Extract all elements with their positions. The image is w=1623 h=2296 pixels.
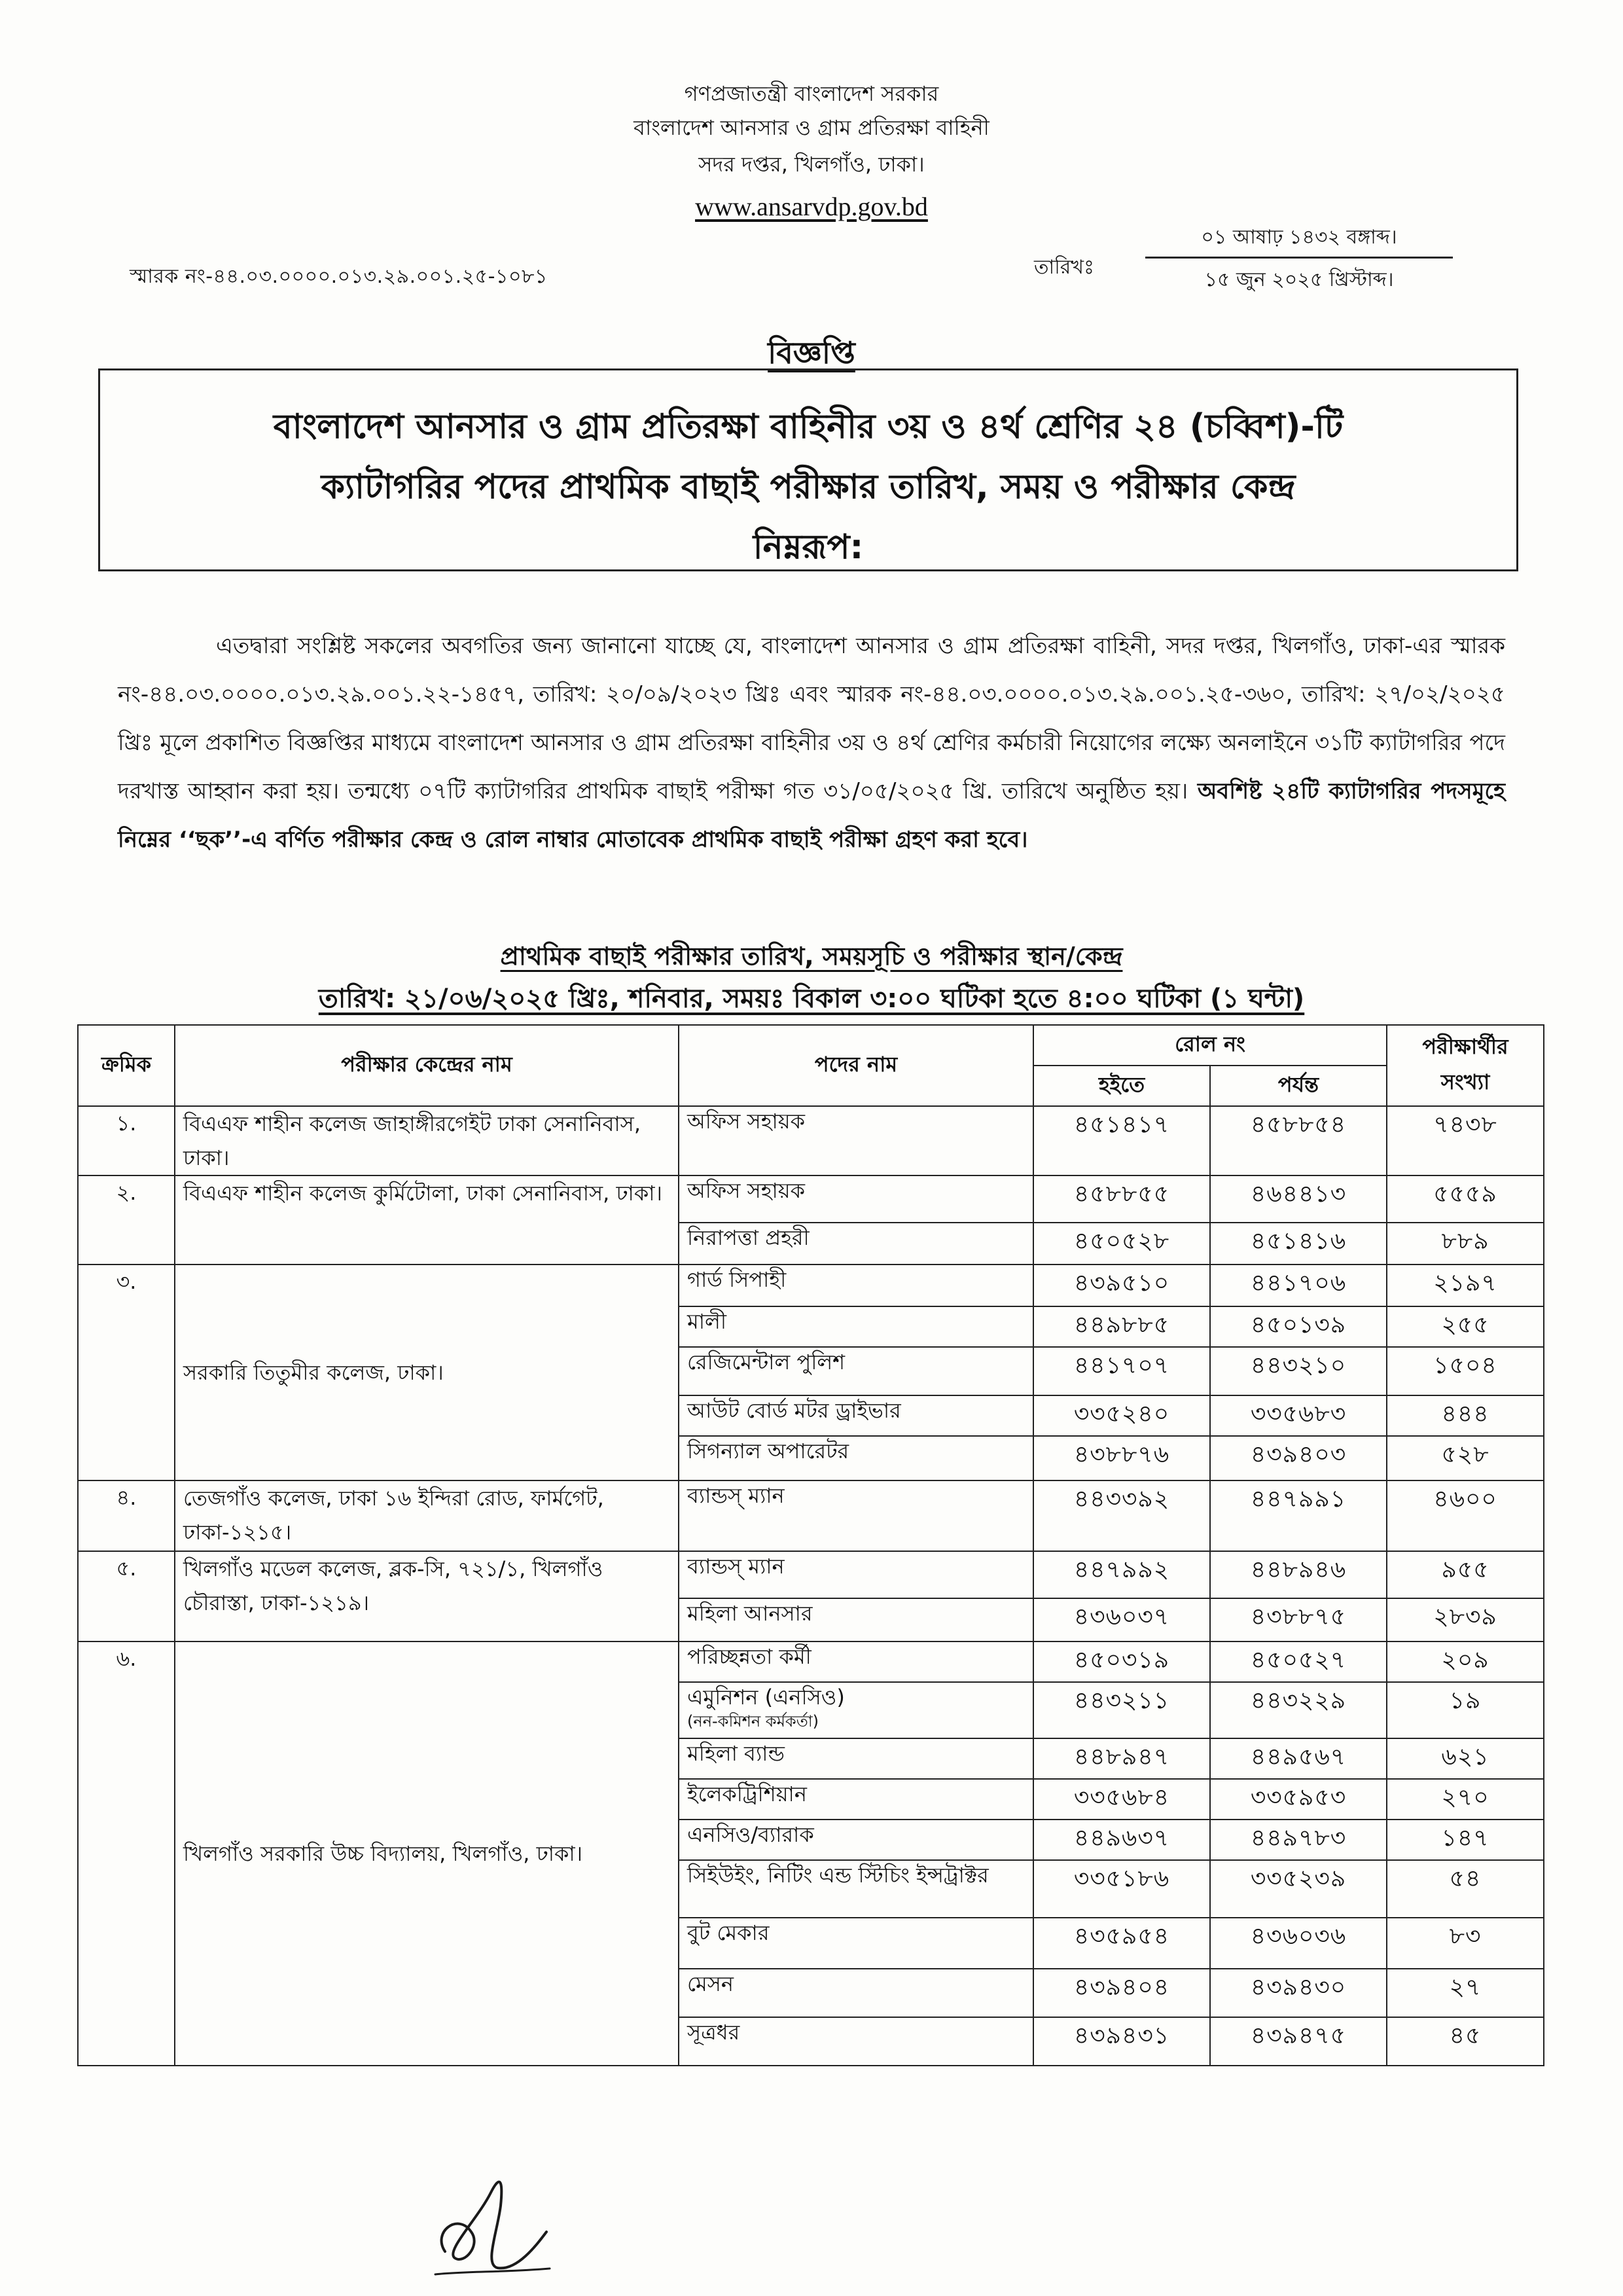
post-label: অফিস সহায়ক (687, 1178, 806, 1203)
cell-roll-to: ৩৩৫৯৫৩ (1210, 1779, 1387, 1820)
table-body (78, 1106, 1544, 2066)
cell-roll-from: ৪৩৯৪০৪ (1033, 1969, 1210, 2017)
header-center: পরীক্ষার কেন্দ্রের নাম (175, 1025, 679, 1106)
table-row (78, 1480, 1544, 1551)
header-serial: ক্রমিক (78, 1025, 175, 1106)
cell-center-name: তেজগাঁও কলেজ, ঢাকা ১৬ ইন্দিরা রোড, ফার্মগেট, ঢাকা-১২১৫। (175, 1480, 679, 1551)
table-row (78, 1641, 1544, 1682)
cell-serial: ৪. (78, 1480, 175, 1551)
post-label: এনসিও/ব্যারাক (687, 1822, 814, 1847)
cell-center-name: বিএএফ শাহীন কলেজ কুর্মিটোলা, ঢাকা সেনানিবাস, ঢাকা। (175, 1175, 679, 1265)
cell-post-name (679, 1598, 1033, 1641)
post-label: এমুনিশন (এনসিও) (687, 1685, 845, 1710)
cell-roll-to: ৪৪৭৯৯১ (1210, 1480, 1387, 1551)
cell-roll-to: ৪৫০৫২৭ (1210, 1641, 1387, 1682)
cell-post-name (679, 1106, 1033, 1175)
cell-post-name (679, 1395, 1033, 1436)
cell-post-name (679, 1480, 1033, 1551)
cell-roll-from: ৪৪৭৯৯২ (1033, 1551, 1210, 1598)
paragraph-text: এতদ্বারা সংশ্লিষ্ট সকলের অবগতির জন্য জানানো যাচ্ছে যে, বাংলাদেশ আনসার ও গ্রাম প্রতিরক্ষা বাহিনী, সদর দপ্তর, খিলগাঁও, ঢাকা-এর স্মারক নং-৪৪.০৩.০০০০.০১৩.২৯.০০১.২২-১৪৫৭, তারিখ: ২০/০৯/২০২৩ খ্রিঃ এবং স্মারক নং-৪৪.০৩.০০০০.০১৩.২৯.০০১.২৫-৩৬০, তারিখ: ২৭/০২/২০২৫ খ্রিঃ মূলে প্রকাশিত বিজ্ঞপ্তির মাধ্যমে বাংলাদেশ আনসার ও গ্রাম প্রতিরক্ষা বাহিনীর ৩য় ও ৪র্থ শ্রেণির কর্মচারী নিয়োগের লক্ষ্যে অনলাইনে ৩১টি ক্যাটাগরির পদে দরখাস্ত আহ্বান করা হয়। তন্মধ্যে ০৭টি ক্যাটাগরির প্রাথমিক বাছাই পরীক্ষা গত ৩১/০৫/২০২৫ খ্রি. তারিখে অনুষ্ঠিত হয়। (118, 633, 1505, 804)
cell-candidate-count: ২১৯৭ (1387, 1265, 1544, 1306)
cell-roll-from: ৪৩৫৯৫৪ (1033, 1918, 1210, 1969)
cell-roll-to: ৩৩৫২৩৯ (1210, 1860, 1387, 1918)
cell-candidate-count: ৯৫৫ (1387, 1551, 1544, 1598)
cell-roll-from: ৪৩৯৫১০ (1033, 1265, 1210, 1306)
cell-candidate-count: ৫২৮ (1387, 1436, 1544, 1480)
cell-roll-from: ৪৫০৫২৮ (1033, 1223, 1210, 1265)
cell-roll-from: ৪৩৮৮৭৬ (1033, 1436, 1210, 1480)
cell-post-name (679, 1738, 1033, 1779)
cell-roll-to: ৩৩৫৬৮৩ (1210, 1395, 1387, 1436)
cell-roll-from: ৪৩৬০৩৭ (1033, 1598, 1210, 1641)
post-label: সিগন্যাল অপারেটর (687, 1439, 849, 1463)
cell-post-name (679, 1223, 1033, 1265)
cell-candidate-count: ২৭ (1387, 1969, 1544, 2017)
cell-candidate-count: ৮৩ (1387, 1918, 1544, 1969)
cell-center-name: খিলগাঁও সরকারি উচ্চ বিদ্যালয়, খিলগাঁও, ঢাকা। (175, 1641, 679, 2066)
cell-roll-to: ৪৪৩২২৯ (1210, 1682, 1387, 1738)
cell-post-name (679, 1682, 1033, 1738)
cell-post-name (679, 1820, 1033, 1860)
cell-roll-from: ৪৪৯৬৩৭ (1033, 1820, 1210, 1860)
post-note: (নন-কমিশন কর্মকর্তা) (687, 1712, 819, 1731)
cell-roll-to: ৪৪৩২১০ (1210, 1347, 1387, 1395)
cell-roll-to: ৪৬৪৪১৩ (1210, 1175, 1387, 1223)
post-label: গার্ড সিপাহী (687, 1267, 787, 1292)
cell-roll-from: ৪৪১৭০৭ (1033, 1347, 1210, 1395)
cell-candidate-count: ৫৫৫৯ (1387, 1175, 1544, 1223)
cell-roll-from: ৪৪৯৮৮৫ (1033, 1306, 1210, 1347)
cell-roll-from: ৪৫১৪১৭ (1033, 1106, 1210, 1175)
subject-line-3: নিম্নরূপ: (753, 528, 864, 567)
cell-post-name (679, 1641, 1033, 1682)
cell-post-name (679, 1779, 1033, 1820)
header-count: পরীক্ষার্থীর সংখ্যা (1387, 1025, 1544, 1106)
subject-box (98, 368, 1518, 571)
post-label: পরিচ্ছন্নতা কর্মী (687, 1644, 812, 1669)
cell-roll-from: ৩৩৫২৪০ (1033, 1395, 1210, 1436)
post-label: সিইউইং, নিটিং এন্ড স্টিচিং ইন্সট্রাক্টর (687, 1863, 989, 1888)
header-post: পদের নাম (679, 1025, 1033, 1106)
cell-post-name (679, 1175, 1033, 1223)
subject-line-1: বাংলাদেশ আনসার ও গ্রাম প্রতিরক্ষা বাহিনীর ৩য় ও ৪র্থ শ্রেণির ২৪ (চব্বিশ)-টি (273, 407, 1344, 446)
post-label: আউট বোর্ড মটর ড্রাইভার (687, 1398, 901, 1423)
cell-roll-to: ৪৪৮৯৪৬ (1210, 1551, 1387, 1598)
cell-serial: ২. (78, 1175, 175, 1265)
government-name: গণপ্রজাতন্ত্রী বাংলাদেশ সরকার (684, 81, 939, 106)
table-row (78, 1106, 1544, 1175)
cell-roll-from: ৪৪৩৩৯২ (1033, 1480, 1210, 1551)
cell-roll-to: ৪৩৬০৩৬ (1210, 1918, 1387, 1969)
cell-candidate-count: ১৫০৪ (1387, 1347, 1544, 1395)
cell-post-name (679, 1969, 1033, 2017)
post-label: অফিস সহায়ক (687, 1109, 806, 1134)
cell-roll-from: ৪৪৩২১১ (1033, 1682, 1210, 1738)
cell-roll-from: ৪৫৮৮৫৫ (1033, 1175, 1210, 1223)
subject-line-2: ক্যাটাগরির পদের প্রাথমিক বাছাই পরীক্ষার তারিখ, সময় ও পরীক্ষার কেন্দ্র (321, 467, 1296, 507)
post-label: নিরাপত্তা প্রহরী (687, 1225, 810, 1250)
cell-serial: ১. (78, 1106, 175, 1175)
cell-center-name: বিএএফ শাহীন কলেজ জাহাঙ্গীরগেইট ঢাকা সেনানিবাস, ঢাকা। (175, 1106, 679, 1175)
date-english: ১৫ জুন ২০২৫ খ্রিস্টাব্দ। (1204, 268, 1394, 291)
schedule-title: প্রাথমিক বাছাই পরীক্ষার তারিখ, সময়সূচি ও পরীক্ষার স্থান/কেন্দ্র (500, 942, 1123, 971)
cell-post-name (679, 1436, 1033, 1480)
cell-candidate-count: ৮৮৯ (1387, 1223, 1544, 1265)
cell-roll-to: ৪৫০১৩৯ (1210, 1306, 1387, 1347)
post-label: ইলেকট্রিশিয়ান (687, 1782, 807, 1806)
organization-name: বাংলাদেশ আনসার ও গ্রাম প্রতিরক্ষা বাহিনী (633, 115, 990, 140)
cell-roll-from: ৪৪৮৯৪৭ (1033, 1738, 1210, 1779)
cell-roll-from: ৪৫০৩১৯ (1033, 1641, 1210, 1682)
date-block (1145, 220, 1453, 298)
date-bangla: ০১ আষাঢ় ১৪৩২ বঙ্গাব্দ। (1201, 226, 1397, 249)
cell-candidate-count: ২৭০ (1387, 1779, 1544, 1820)
cell-post-name (679, 1306, 1033, 1347)
cell-post-name (679, 1551, 1033, 1598)
cell-candidate-count: ২৫৫ (1387, 1306, 1544, 1347)
cell-roll-to: ৪৩৯৪৩০ (1210, 1969, 1387, 2017)
post-label: মহিলা আনসার (687, 1601, 813, 1626)
office-address: সদর দপ্তর, খিলগাঁও, ঢাকা। (698, 152, 925, 177)
cell-post-name (679, 1265, 1033, 1306)
website-link[interactable]: www.ansarvdp.gov.bd (695, 192, 928, 221)
post-label: মেসন (687, 1971, 734, 1996)
cell-roll-from: ৩৩৫১৮৬ (1033, 1860, 1210, 1918)
post-label: ব্যান্ডস্ ম্যান (687, 1554, 785, 1579)
cell-post-name (679, 1918, 1033, 1969)
cell-roll-to: ৪৫৮৮৫৪ (1210, 1106, 1387, 1175)
post-label: রেজিমেন্টাল পুলিশ (687, 1350, 846, 1374)
cell-roll-to: ৪৩৯৪৭৫ (1210, 2017, 1387, 2066)
post-label: মহিলা ব্যান্ড (687, 1741, 785, 1766)
cell-serial: ৬. (78, 1641, 175, 2066)
cell-candidate-count: ৬২১ (1387, 1738, 1544, 1779)
cell-post-name (679, 2017, 1033, 2066)
cell-serial: ৫. (78, 1551, 175, 1641)
cell-post-name (679, 1860, 1033, 1918)
cell-roll-to: ৪৩৮৮৭৫ (1210, 1598, 1387, 1641)
header-roll-from: হইতে (1033, 1066, 1210, 1106)
cell-roll-to: ৪৪৯৭৮৩ (1210, 1820, 1387, 1860)
date-label: তারিখঃ (1034, 256, 1094, 279)
schedule-datetime: তারিখ: ২১/০৬/২০২৫ খ্রিঃ, শনিবার, সময়ঃ বিকাল ৩:০০ ঘটিকা হতে ৪:০০ ঘটিকা (১ ঘন্টা) (318, 984, 1305, 1014)
exam-center-table (77, 1024, 1544, 2066)
memo-reference: স্মারক নং-৪৪.০৩.০০০০.০১৩.২৯.০০১.২৫-১০৮১ (130, 265, 548, 288)
cell-candidate-count: ১৯ (1387, 1682, 1544, 1738)
cell-roll-to: ৪৫১৪১৬ (1210, 1223, 1387, 1265)
table-row (78, 1265, 1544, 1306)
cell-candidate-count: ৪৪৪ (1387, 1395, 1544, 1436)
cell-candidate-count: ২০৯ (1387, 1641, 1544, 1682)
post-label: ব্যান্ডস্ ম্যান (687, 1483, 785, 1508)
post-label: মালী (687, 1309, 727, 1334)
notice-title: বিজ্ঞপ্তি (768, 335, 855, 370)
header-roll-to: পর্যন্ত (1210, 1066, 1387, 1106)
cell-candidate-count: ২৮৩৯ (1387, 1598, 1544, 1641)
cell-candidate-count: ৫৪ (1387, 1860, 1544, 1918)
handwritten-signature (419, 2153, 556, 2284)
post-label: বুট মেকার (687, 1920, 770, 1945)
cell-candidate-count: ৪৬০০ (1387, 1480, 1544, 1551)
post-label: সূত্রধর (687, 2020, 740, 2045)
cell-candidate-count: ৪৫ (1387, 2017, 1544, 2066)
cell-roll-from: ৪৩৯৪৩১ (1033, 2017, 1210, 2066)
cell-serial: ৩. (78, 1265, 175, 1480)
notice-paragraph (118, 622, 1505, 864)
cell-post-name (679, 1347, 1033, 1395)
cell-roll-to: ৪৪১৭০৬ (1210, 1265, 1387, 1306)
table-row (78, 1551, 1544, 1598)
cell-roll-from: ৩৩৫৬৮৪ (1033, 1779, 1210, 1820)
date-divider (1145, 257, 1453, 259)
cell-roll-to: ৪৪৯৫৬৭ (1210, 1738, 1387, 1779)
table-row (78, 1175, 1544, 1223)
cell-candidate-count: ১৪৭ (1387, 1820, 1544, 1860)
header-roll: রোল নং (1033, 1025, 1387, 1066)
paragraph-highlight: অবশিষ্ট ২৪টি ক্যাটাগরির পদসমূহে নিম্নের ‘‘ছক’’-এ বর্ণিত পরীক্ষার কেন্দ্র ও রোল নাম্বার মোতাবেক প্রাথমিক বাছাই পরীক্ষা গ্রহণ করা হবে। (118, 778, 1505, 853)
cell-center-name: সরকারি তিতুমীর কলেজ, ঢাকা। (175, 1265, 679, 1480)
cell-center-name: খিলগাঁও মডেল কলেজ, ব্লক-সি, ৭২১/১, খিলগাঁও চৌরাস্তা, ঢাকা-১২১৯। (175, 1551, 679, 1641)
cell-roll-to: ৪৩৯৪০৩ (1210, 1436, 1387, 1480)
cell-candidate-count: ৭৪৩৮ (1387, 1106, 1544, 1175)
